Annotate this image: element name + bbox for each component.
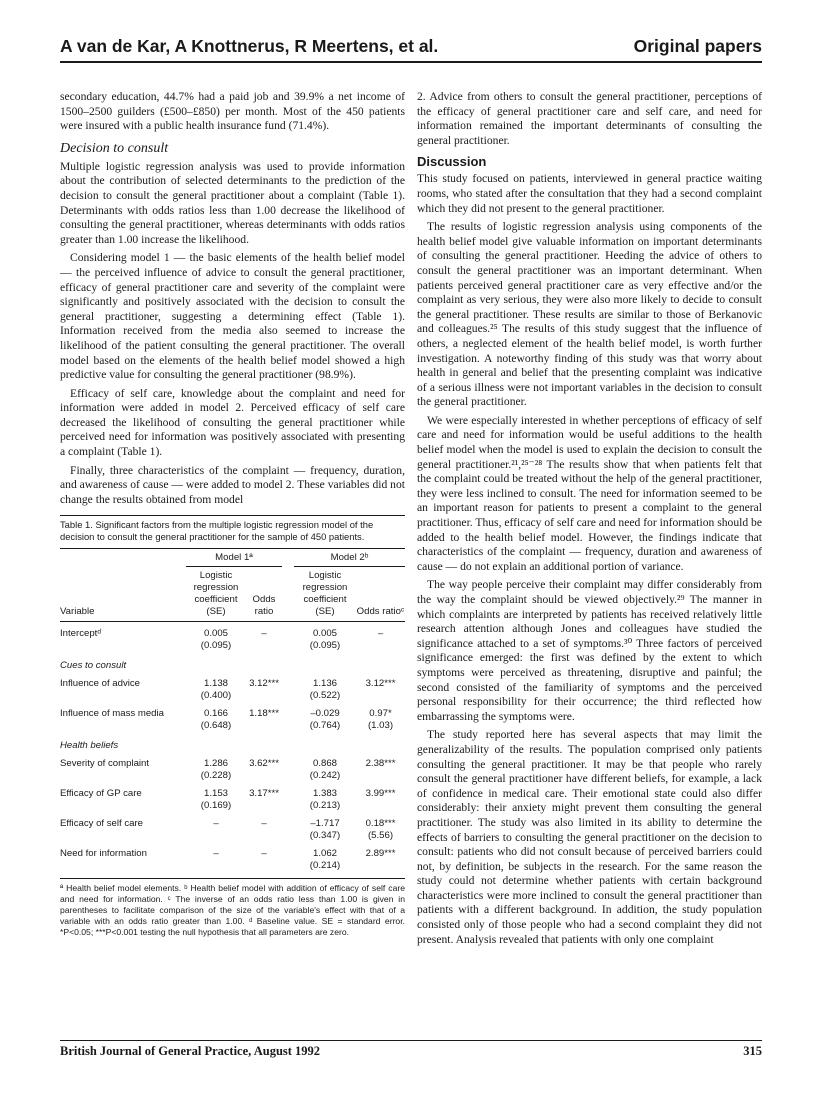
coef: 0.868 — [312, 758, 337, 770]
se: (0.095) — [200, 640, 232, 652]
odds: 0.18*** — [365, 818, 396, 830]
coef: 1.062 — [312, 848, 337, 860]
table-footnotes: ª Health belief model elements. ᵇ Health belief model with addition of efficacy of self care and need for information. ᶜ The inverse of an odds ratio less than 1.00 is given in parentheses to facilitate comparison of the size of the variable's effect with that of a variable with an odds ratio greater than 1.00. ᵈ Baseline value. SE = standard error. *P<0.05; ***P<0.001 testing the null hypothesis that all parameters are zero. — [60, 883, 405, 938]
model-1-header: Model 1ª — [186, 549, 282, 567]
section-beliefs: Health beliefs — [60, 740, 119, 752]
paragraph: The study reported here has several aspects that may limit the generalizability of the results. The population comprised only patients consulting the general practitioner. It may be that people who rarely consult the general practitioner have different beliefs, for example, a lack of confidence in medical care. Their emotional state could also differ considerably: their anxiety might prevent them consulting the general practitioner. The study was also limited in its ability to determine the effects of barriers to consulting the general practitioner on the decision to consult: patients who did not consult because of perceived barriers could not, by definition, be subjects in the research. For the same reason the study could not determine whether patients with certain background characteristics were more inclined to consult the general practitioner than patients with a different background. In addition, the study population consisted only of those people who had a second complaint they did not present. Analysis revealed that patients with only one complaint — [417, 728, 762, 946]
odds: – — [246, 842, 282, 879]
paragraph: We were especially interested in whether perceptions of efficacy of self care and need for information would be useful additions to the health belief model when the model is used to explain the decision to consult the general practitioner.²¹,²⁵⁻²⁸ The results show that when patients felt that the complaint could be treated without the help of the general practitioner, they were less inclined to consult. The need for information seemed to be an important reason for patients to present a complaint to the general practitioner. Thus, efficacy of self care and need for information should be added to the health belief model. However, the findings indicate that characteristics of the complaint — frequency, duration and awareness of cause — do not explain an additional portion of variance. — [417, 413, 763, 573]
table-caption: Table 1. Significant factors from the multiple logistic regression model of the decision to consult the general practitioner for the sample of 450 patients. — [60, 515, 405, 543]
paragraph: Multiple logistic regression analysis was used to provide information about the contribution of selected determinants to the prediction of the decision to consult the general practitioner about a complaint (Table 1). Determinants with odds ratios less than 1.00 decrease the likelihood of consulting the general practitioner, whereas determinants with odds ratios greater than 1.00 increase the likelihood. — [60, 159, 405, 246]
table-1 — [60, 548, 405, 879]
coef: 0.005 — [312, 628, 337, 640]
coef: 1.138 — [203, 678, 228, 690]
coef: 1.153 — [203, 788, 228, 800]
running-footer — [60, 1044, 762, 1059]
odds: 1.18*** — [249, 708, 279, 720]
variable-header: Variable — [60, 567, 186, 622]
odds: 2.38*** — [365, 758, 396, 770]
coef-header: Logistic regression coefficient (SE) — [186, 567, 246, 622]
paragraph: Considering model 1 — the basic elements of the health belief model — the perceived influence of advice to consult the general practitioner, efficacy of general practitioner care and severity of the complaint were significantly and positively associated with the decision to consult the general practitioner, suggesting a determining effect (Table 1). Information received from the media also seemed to increase the likelihood of the patient consulting the general practitioner. The overall model based on the elements of the health belief model showed a high predictive value for consulting the general practitioner (98.9%). — [60, 251, 405, 382]
heading-discussion: Discussion — [417, 154, 487, 170]
paragraph: The results of logistic regression analysis using components of the health belief model give valuable information on important determinants of consulting the general practitioner. Heeding the advice of others to consult the general practitioner was an important determinant. When patients perceived general practitioner care as very effective and/or the complaint as very serious, they were also more likely to decide to consult the general practitioner. These results are similar to those of Berkanovic and colleagues.²⁵ The results of this study suggest that the influence of others, a neglected element of the health belief model, is worth further investigation. A noteworthy finding of this study was that worry about health in general and belief that the presenting complaint was indicative of a serious illness were not important variables in the decision to consult the general practitioner. — [417, 220, 762, 409]
coef: 1.286 — [203, 758, 228, 770]
odds: – — [261, 628, 267, 640]
coef: 0.166 — [203, 708, 228, 720]
odds: – — [377, 628, 384, 640]
se: (0.764) — [309, 720, 341, 732]
coef-header: Logistic regression coefficient (SE) — [294, 567, 356, 622]
left-column — [60, 90, 405, 938]
odds-header: Odds ratio — [246, 567, 282, 622]
paragraph: The way people perceive their complaint may differ considerably from the way the complaint should be viewed objectively.²⁹ The manner in which complaints are interpreted by patients has received relatively little research attention although Jones and colleagues have studied the significance attached to a set of symptoms.³⁰ Three factors of perceived significance emerged: the first was defined by the extent to which symptoms were perceived as threatening, disruptive and painful; the second consisted of the familiarity of symptoms and the perceived personal responsibility for their occurrence; the third reflected how embarrassing the symptoms were. — [417, 578, 762, 723]
se: (0.648) — [200, 720, 232, 732]
var-label: Severity of complaint — [60, 758, 150, 770]
se: (0.169) — [200, 800, 232, 812]
odds-header: Odds ratioᶜ — [356, 567, 405, 622]
coef: 1.136 — [312, 678, 337, 690]
subheading-decision-to-consult: Decision to consult — [60, 140, 169, 156]
paragraph: Finally, three characteristics of the complaint — frequency, duration, and awareness of cause — were added to model 2. These variables did not change the results obtained from model — [60, 463, 405, 506]
coef: 1.383 — [312, 788, 337, 800]
paragraph: 2. Advice from others to consult the general practitioner, perceptions of the efficacy of general practitioner care and self care, and need for information remained the important determinants of consulting the general practitioner. — [417, 90, 762, 147]
footer-journal: British Journal of General Practice, August 1992 — [60, 1044, 321, 1058]
var-label: Efficacy of self care — [60, 818, 144, 830]
header-authors: A van de Kar, A Knottnerus, R Meertens, et al. — [60, 36, 439, 56]
se: (0.242) — [309, 770, 341, 782]
header-rule — [60, 61, 762, 63]
section-cues: Cues to consult — [60, 660, 127, 672]
odds-inverse: (5.56) — [367, 830, 394, 842]
se: (0.522) — [309, 690, 341, 702]
se: (0.213) — [309, 800, 341, 812]
var-label: Efficacy of GP care — [60, 788, 142, 800]
var-label: Influence of mass media — [60, 708, 164, 720]
footer-rule — [60, 1040, 762, 1041]
se: (0.228) — [200, 770, 232, 782]
odds: 3.17*** — [249, 788, 279, 800]
paragraph: This study focused on patients, interviewed in general practice waiting rooms, who stated after the consultation that they had a second complaint which they did not present to the general practitioner. — [417, 172, 762, 215]
se: (0.214) — [309, 860, 341, 872]
odds: 3.12*** — [249, 678, 279, 690]
running-header — [60, 36, 762, 57]
coef: –1.717 — [310, 818, 340, 830]
var-label: Interceptᵈ — [60, 628, 101, 640]
coef: – — [213, 818, 219, 830]
coef: 0.005 — [203, 628, 228, 640]
var-label: Influence of advice — [60, 678, 141, 690]
right-column — [417, 90, 762, 951]
coef: – — [186, 842, 246, 879]
se: (0.347) — [309, 830, 341, 842]
odds: – — [261, 818, 267, 830]
se: (0.400) — [200, 690, 232, 702]
odds: 2.89*** — [356, 842, 405, 879]
odds: 3.62*** — [249, 758, 279, 770]
odds: 3.12*** — [365, 678, 396, 690]
page-number: 315 — [743, 1044, 762, 1058]
se: (0.095) — [309, 640, 341, 652]
odds: 3.99*** — [365, 788, 396, 800]
header-section: Original papers — [633, 36, 762, 56]
model-2-header: Model 2ᵇ — [294, 549, 405, 567]
paragraph: secondary education, 44.7% had a paid job and 39.9% a net income of 1500–2500 guilders (£500–£850) per month. Most of the 450 patients were insured with a public health insurance fund (71.4%). — [60, 90, 405, 133]
paragraph: Efficacy of self care, knowledge about the complaint and need for information were added in model 2. Perceived efficacy of self care decreased the likelihood of consulting the general practitioner while perceived need for information was positively associated with presenting a complaint (Table 1). — [60, 386, 405, 459]
var-label: Need for information — [60, 842, 186, 879]
odds: 0.97* — [369, 708, 392, 720]
coef: –0.029 — [310, 708, 340, 720]
odds-inverse: (1.03) — [367, 720, 394, 732]
